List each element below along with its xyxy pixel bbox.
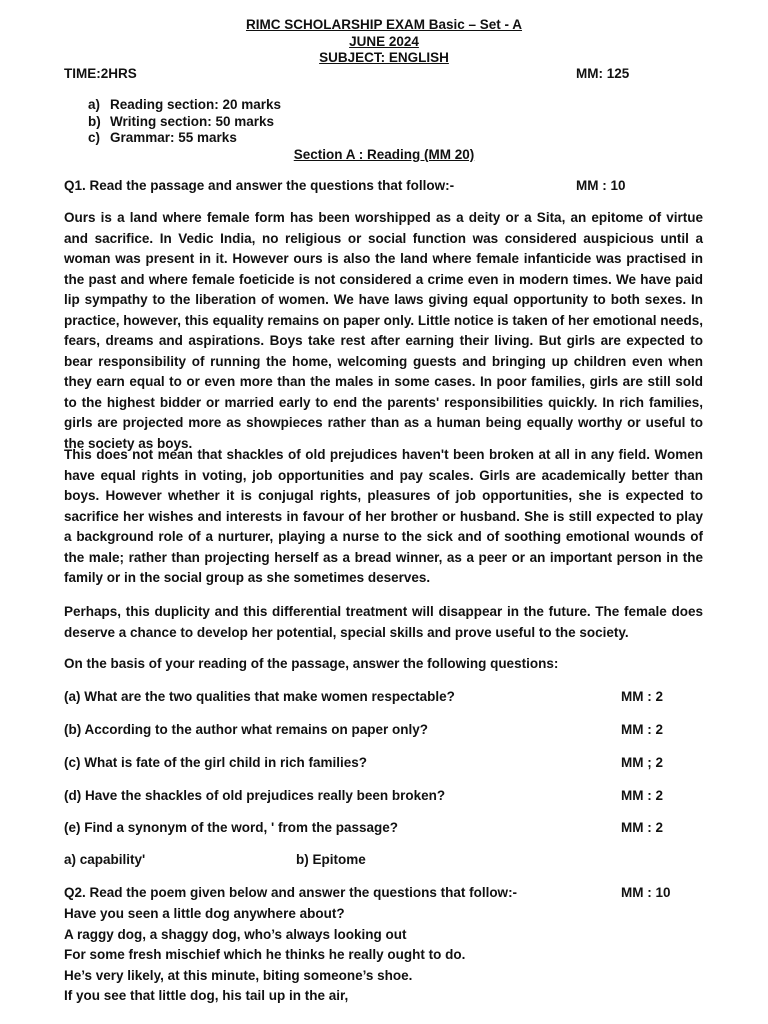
q1-prompt: Q1. Read the passage and answer the questions that follow:- <box>64 178 455 193</box>
exam-date: JUNE 2024 <box>349 34 419 49</box>
time-allowed: TIME:2HRS <box>64 66 137 81</box>
max-marks: MM: 125 <box>576 66 630 81</box>
question-marks: MM : 2 <box>621 820 663 835</box>
q1-marks: MM : 10 <box>576 178 626 193</box>
exam-title: RIMC SCHOLARSHIP EXAM Basic – Set - A <box>245 17 523 32</box>
option-b: b) Epitome <box>296 852 366 867</box>
section-a-title: Section A : Reading (MM 20) <box>293 147 475 162</box>
question-marks: MM : 2 <box>621 788 663 803</box>
poem-line: For some fresh mischief which he thinks he really ought to do. <box>64 947 466 962</box>
list-text: Reading section: 20 marks <box>110 97 282 112</box>
exam-subject: SUBJECT: ENGLISH <box>319 50 449 65</box>
poem-line: A raggy dog, a shaggy dog, who’s always looking out <box>64 927 407 942</box>
question-text: (e) Find a synonym of the word, ' from the passage? <box>64 820 398 835</box>
list-marker: c) <box>88 130 101 145</box>
q1-instruction: On the basis of your reading of the passage, answer the following questions: <box>64 656 559 671</box>
list-text: Writing section: 50 marks <box>110 114 275 129</box>
question-text: (d) Have the shackles of old prejudices really been broken? <box>64 788 446 803</box>
list-marker: a) <box>88 97 101 112</box>
poem-line: If you see that little dog, his tail up in the air, <box>64 988 349 1003</box>
passage-paragraph-1: Ours is a land where female form has been worshipped as a deity or a Sita, an epitome of virtue and sacrifice. In Vedic India, no religious or social function was considered auspicious until a woman was present in it. However ours is also the land where female infanticide was practised in the past and where female foeticide is not considered a crime even in modern times. We have paid lip sympathy to the liberation of women. We have laws giving equal opportunity to both sexes. In practice, however, this equality remains on paper only. Little notice is taken of her emotional needs, fears, dreams and aspirations. Boys take rest after earning their living. But girls are expected to bear responsibility of running the home, welcoming guests and bringing up children even when they earn equal to or even more than the males in some cases. In poor families, girls are still sold to the highest bidder or married early to end the parents' responsibilities quickly. In rich families, girls are projected more as showpieces rather than as a human being equally worthy or useful to the society as boys. <box>64 210 703 451</box>
question-text: (a) What are the two qualities that make women respectable? <box>64 689 455 704</box>
poem-line: He’s very likely, at this minute, biting someone’s shoe. <box>64 968 413 983</box>
poem-line: Have you seen a little dog anywhere about? <box>64 906 345 921</box>
q2-prompt: Q2. Read the poem given below and answer the questions that follow:- <box>64 885 518 900</box>
question-marks: MM : 2 <box>621 722 663 737</box>
question-text: (b) According to the author what remains on paper only? <box>64 722 429 737</box>
list-marker: b) <box>88 114 101 129</box>
list-text: Grammar: 55 marks <box>110 130 237 145</box>
question-text: (c) What is fate of the girl child in rich families? <box>64 755 368 770</box>
passage-paragraph-2: This does not mean that shackles of old prejudices haven't been broken at all in any field. Women have equal rights in voting, job opportunities and pay scales. Girls are academically better than boys. However whether it is conjugal rights, pleasures of job opportunities, she is expected to sacrifice her wishes and interests in favour of her brother or husband. She is still expected to play a background role of a nurturer, playing a nurse to the sick and of soothing emotional wounds of the male; rather than projecting herself as a bread winner, as a peer or an important person in the family or in the social group as she sometimes deserves. <box>64 447 703 585</box>
option-a: a) capability' <box>64 852 146 867</box>
question-marks: MM : 2 <box>621 689 663 704</box>
question-marks: MM ; 2 <box>621 755 663 770</box>
q2-marks: MM : 10 <box>621 885 671 900</box>
passage-paragraph-3: Perhaps, this duplicity and this differential treatment will disappear in the future. The female does deserve a chance to develop her potential, special skills and prove useful to the society. <box>64 604 703 640</box>
